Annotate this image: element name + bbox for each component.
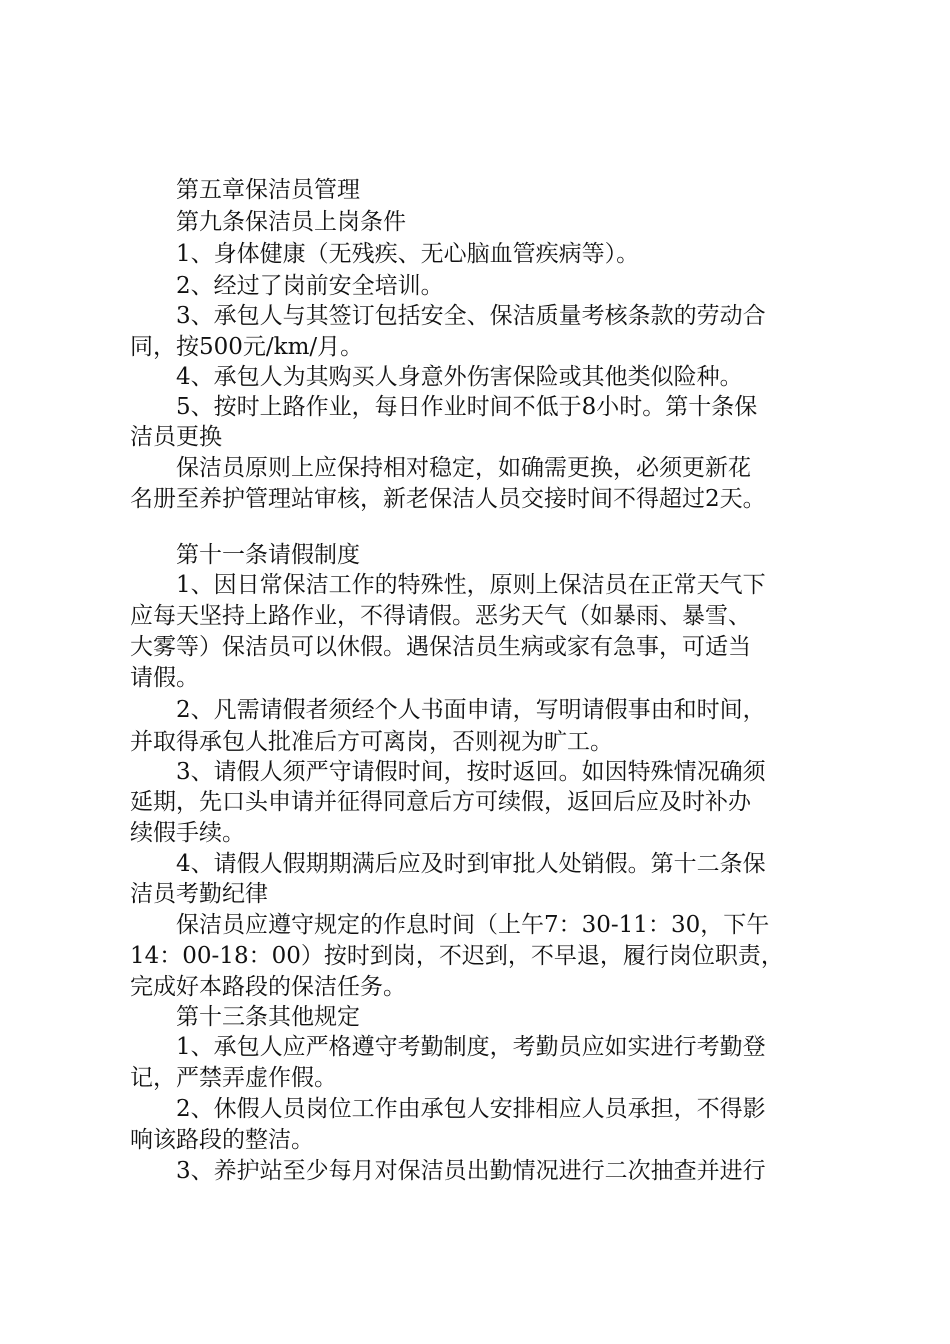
text-line: 记，严禁弄虚作假。 (130, 1065, 337, 1091)
text-line: 洁员考勤纪律 (130, 881, 268, 907)
text-line: 4、请假人假期期满后应及时到审批人处销假。第十二条保 (130, 851, 766, 877)
text-line: 续假手续。 (130, 820, 245, 846)
text-line: 3、请假人须严守请假时间，按时返回。如因特殊情况确须 (130, 759, 766, 785)
text-line: 完成好本路段的保洁任务。 (130, 974, 406, 1000)
text-line: 1、身体健康（无残疾、无心脑血管疾病等）。 (130, 241, 640, 267)
text-line: 洁员更换 (130, 424, 222, 450)
text-line: 3、养护站至少每月对保洁员出勤情况进行二次抽查并进行 (130, 1158, 766, 1184)
text-line: 响该路段的整洁。 (130, 1127, 314, 1153)
article-13-heading: 第十三条其他规定 (130, 1004, 360, 1030)
text-line: 3、承包人与其签订包括安全、保洁质量考核条款的劳动合 (130, 303, 766, 329)
text-line: 4、承包人为其购买人身意外伤害保险或其他类似险种。 (130, 364, 743, 390)
text-line: 应每天坚持上路作业，不得请假。恶劣天气（如暴雨、暴雪、 (130, 603, 751, 629)
text-line: 同，按500元/km/月。 (130, 334, 364, 360)
text-line: 2、经过了岗前安全培训。 (130, 273, 444, 299)
text-line: 1、因日常保洁工作的特殊性，原则上保洁员在正常天气下 (130, 572, 766, 598)
text-line: 保洁员应遵守规定的作息时间（上午7：30-11：30，下午 (130, 912, 770, 938)
text-line: 并取得承包人批准后方可离岗，否则视为旷工。 (130, 729, 613, 755)
text-line: 延期，先口头申请并征得同意后方可续假，返回后应及时补办 (130, 789, 751, 815)
text-line: 保洁员原则上应保持相对稳定，如确需更换，必须更新花 (130, 455, 751, 481)
text-line: 2、凡需请假者须经个人书面申请，写明请假事由和时间， (130, 697, 766, 723)
chapter-heading: 第五章保洁员管理 (130, 177, 360, 203)
text-line: 1、承包人应严格遵守考勤制度，考勤员应如实进行考勤登 (130, 1034, 766, 1060)
text-line: 请假。 (130, 665, 199, 691)
text-line: 大雾等）保洁员可以休假。遇保洁员生病或家有急事，可适当 (130, 634, 751, 660)
text-line: 5、按时上路作业，每日作业时间不低于8小时。第十条保 (130, 394, 758, 420)
text-line: 14：00-18：00）按时到岗，不迟到，不早退，履行岗位职责， (130, 943, 784, 969)
text-line: 2、休假人员岗位工作由承包人安排相应人员承担，不得影 (130, 1096, 766, 1122)
article-11-heading: 第十一条请假制度 (130, 542, 360, 568)
article-9-heading: 第九条保洁员上岗条件 (130, 209, 406, 235)
text-line: 名册至养护管理站审核，新老保洁人员交接时间不得超过2天。 (130, 486, 766, 512)
